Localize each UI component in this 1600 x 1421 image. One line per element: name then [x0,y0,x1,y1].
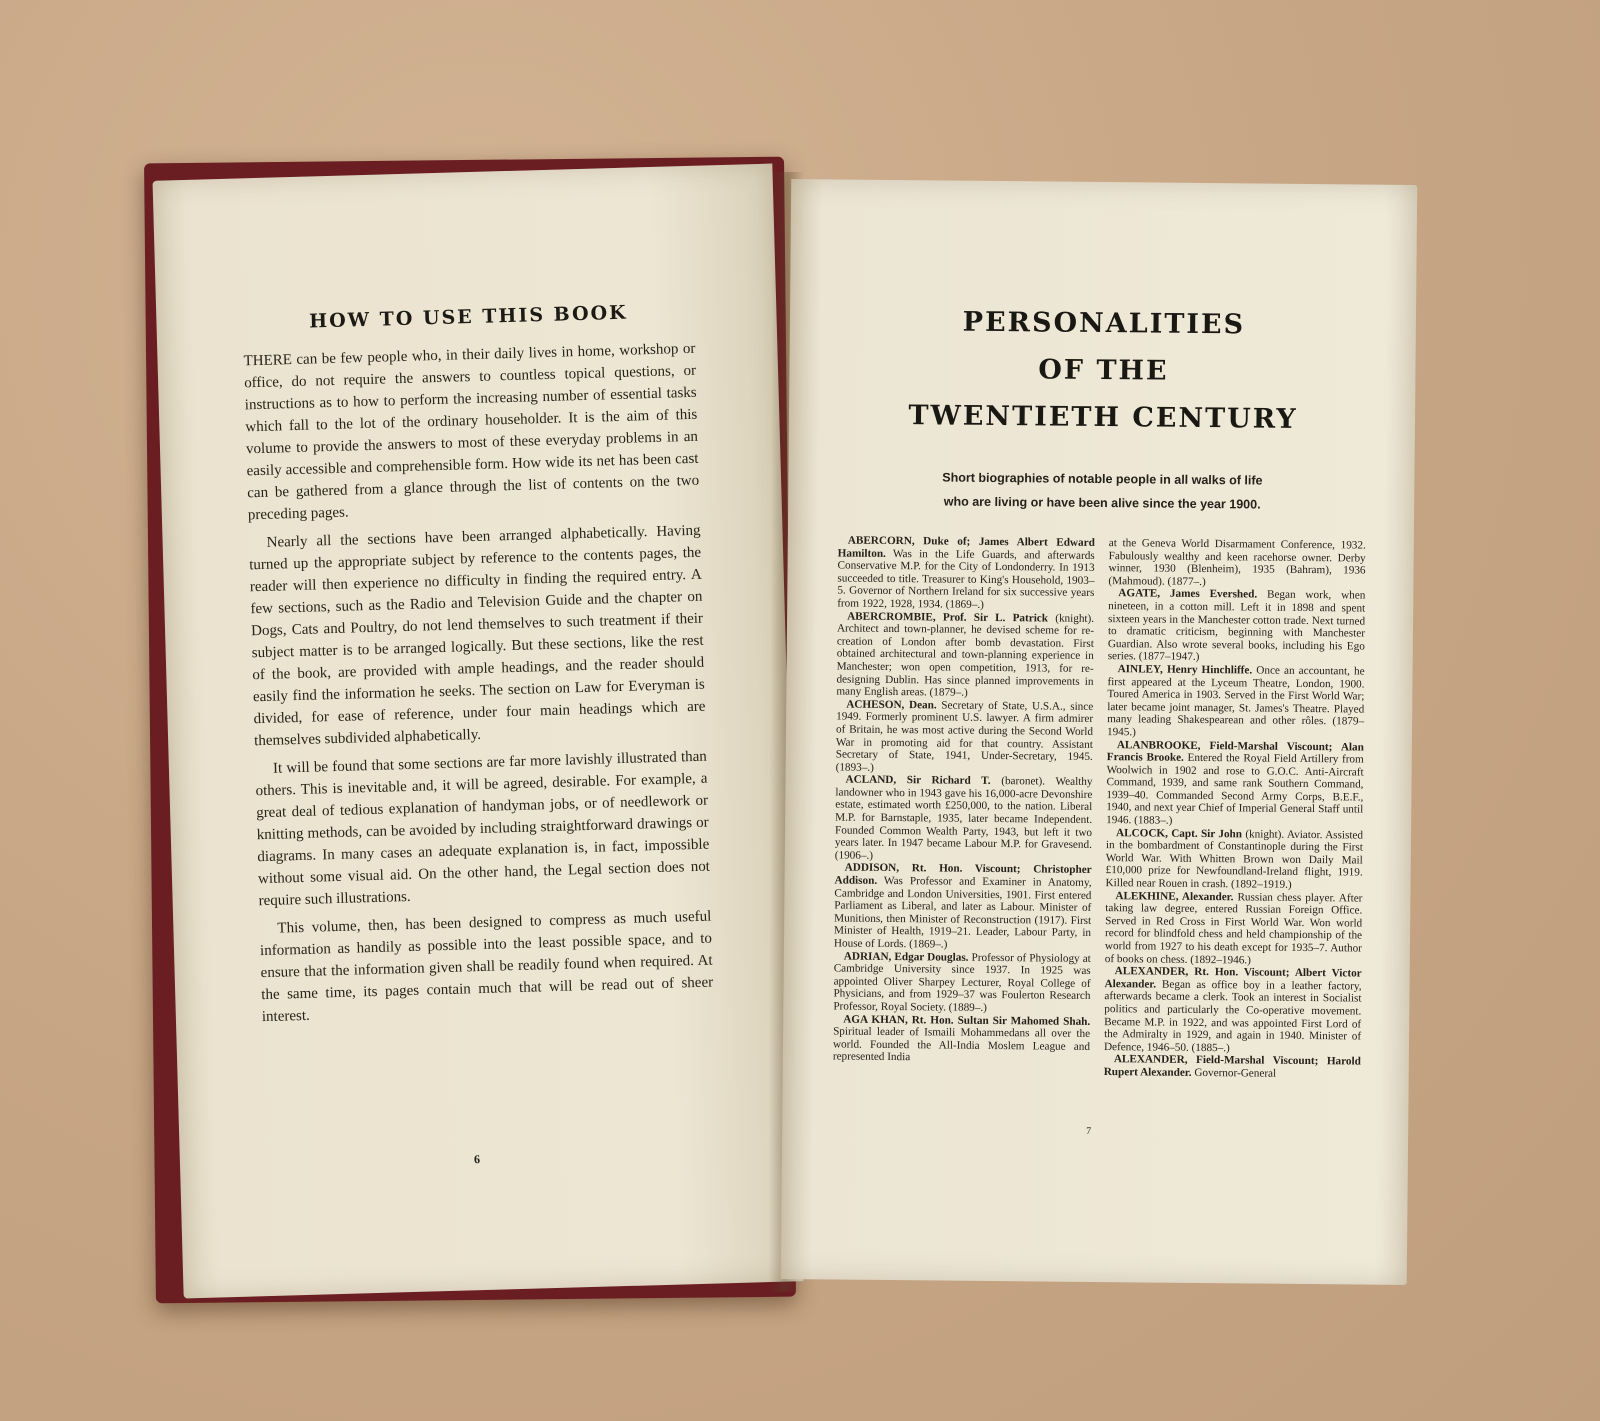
biography-text: at the Geneva World Disarmament Conference, 1932. Fabulously wealthy and keen racehorse owner. Derby winner, 1930 (Blenheim), 1935 (Bahram), 1936 (Mahmoud). (1877–.) [1108,537,1366,588]
biography-text: Governor-General [1191,1066,1277,1080]
biography-text: (baronet). Wealthy landowner who in 1943 gave his 16,000-acre Devonshire estate, estimated worth £250,000, to the nation. Liberal M.P. for Barnstaple, 1935, later became Independent. Founded Common Wealth Party, 1943, but left it two years later. In 1947 became Labour M.P. for Gravesend. (1906–.) [834,775,1093,862]
biography-text: Was in the Life Guards, and afterwards Conservative M.P. for the City of Londonderry. In 1913 succeeded to title. Treasurer to King's Household, 1903–5. Governor of Northern Ireland for six successive years from 1922, 1928, 1934. (1869–.) [837,547,1095,611]
biography-name: ABERCROMBIE, Prof. Sir L. Patrick [847,610,1049,625]
biography-text: Was Professor and Examiner in Anatomy, Cambridge and London Universities, 1901. First entered Parliament as Liberal, and later as Labour. Minister of Munitions, then Minister of Reconstruction (1917). First Minister of Health, 1919–21. Leader, Labour Party, in House of Lords. (1869–.) [833,874,1092,951]
left-paragraph: Nearly all the sections have been arranged alphabetically. Having turned up the appropriate subject by reference to the contents pages, the reader will then experience no difficulty in finding the required entry. A few sections, such as the Radio and Television Guide and the chapter on Dogs, Cats and Poultry, do not lend themselves to such treatment if their subject matter is to be arranged logically. But these sections, like the rest of the book, are provided with ample headings, and the reader should easily find the information he seeks. The section on Law for Everyman is divided, for ease of reference, under four main headings which are themselves subdivided alphabetically. [249,522,706,750]
left-page-number: 6 [473,1152,481,1167]
biography-column-1 [833,534,1095,1078]
biography-entry [834,862,1092,953]
biography-text: (knight). Architect and town-planner, he devised scheme for re-creation of London after bomb devastation. First obtained architectural and town-planning experience in Manchester; won open competition, 1913, for re-designing Dublin. Has since planned improvements in many English areas. (1879–.) [836,612,1095,699]
biography-name: ALEXANDER, Rt. Hon. Viscount; Albert Victor Alexander. [1104,965,1362,991]
subtitle-line: who are living or have been alive since the year 1900. [943,494,1261,512]
left-paragraph: This volume, then, has been designed to compress as much useful information as handily as possible into the least possible space, and to ensure that the information given shall be readily found when required. At the same time, its pages contain much that will be read out of sheer interest. [259,908,714,1026]
biography-entry [1104,1053,1361,1081]
chapter-title-line: TWENTIETH CENTURY [908,400,1298,435]
biography-name: AGATE, James Evershed. [1118,587,1258,601]
left-page [153,164,804,1299]
left-page-heading: HOW TO USE THIS BOOK [308,301,628,333]
biography-entry [833,1013,1090,1066]
biography-column-2 [1104,537,1366,1081]
chapter-subtitle [838,464,1366,517]
biography-name: ACLAND, Sir Richard T. [845,773,991,788]
chapter-title-line: PERSONALITIES [962,306,1246,341]
biography-text: (knight). Aviator. Assisted in the bombardment of Constantinople during the First World War. With Whitten Brown won Daily Mail £10,000 prize for Newfoundland-Ireland flight, 1919. Killed near Rouen in crash. (1892–1919.) [1105,828,1364,891]
biography-name: ALCOCK, Capt. Sir John [1115,826,1243,841]
biography-text: Spiritual leader of Ismaili Mohammedans all over the world. Founded the All-India Moslem League and represented India [832,1025,1091,1064]
biography-name: ALEXANDER, Field-Marshal Viscount; Harold Rupert Alexander. [1103,1053,1361,1079]
biography-entry [1108,537,1365,590]
biography-entry [1105,890,1363,968]
biography-name: ADRIAN, Edgar Douglas. [843,950,969,964]
subtitle-line: Short biographies of notable people in all walks of life [942,470,1263,488]
biography-text: Began as office boy in a leather factory, afterwards became a clerk. Took an interest in Socialist politics and particularly the Co-operative movement. Became M.P. in 1922, and was appointed First Lord of the Admiralty in 1929, and again in 1940. Minister of Defence, 1946–50. (1885–.) [1103,978,1362,1055]
biography-entry [1105,827,1363,892]
biography-text: Secretary of State, U.S.A., since 1949. Formerly prominent U.S. lawyer. A firm admirer of Britain, he was most active during the Second World War in promoting aid for that country. Assistant Secretary of State, 1941, Under-Secretary, 1945. (1893–.) [835,699,1094,774]
right-page [781,179,1418,1285]
biography-text: Russian chess player. After taking law degree, entered Russian Foreign Office. Served in Red Cross in First World War. Won world record for blindfold chess and held championship of the world from 1927 to his death except for 1935–7. Author of books on chess. (1892–1946.) [1104,890,1363,967]
biography-entry [835,774,1093,865]
biography-text: Entered the Royal Field Artillery from Woolwich in 1902 and rose to G.O.C. Anti-Aircraft Command, 1939, and same rank Southern Command, 1939–40. Commanded Second Army Corps, B.E.F., 1940, and next year Chief of Imperial General Staff until 1946. (1883–.) [1106,751,1364,827]
left-paragraph: THERE can be few people who, in their daily lives in home, workshop or office, do not require the answers to countless topical questions, or instructions as to how to perform the increasing number of essential tasks which fall to the lot of the ordinary householder. It is the aim of this volume to provide the answers to most of these everyday problems in an easily accessible and comprehensible form. How wide its net has been cast can be gathered from a glance through the list of contents on the two preceding pages. [243,340,700,524]
biography-text: Once an accountant, he first appeared at the Lyceum Theatre, London, 1900. Toured America in 1903. Served in the First World War; later became joint manager, St. James's Theatre. Played many leading Shakespearean and other rôles. (1879–1945.) [1106,664,1365,739]
right-page-number: 7 [1086,1125,1092,1137]
biography-entry [833,950,1091,1015]
right-page-content [833,297,1368,1081]
biography-name: AGA KHAN, Rt. Hon. Sultan Sir Mahomed Shah. [843,1013,1091,1028]
left-paragraph: It will be found that some sections are far more lavishly illustrated than others. This is inevitable and, it will be agreed, desirable. For example, a great deal of tedious explanation of handyman jobs, or of needlework or knitting methods, can be avoided by including straightforward drawings or diagrams. In many cases an adequate explanation is, in fact, impossible without some visual aid. On the other hand, the Legal section does not require such illustrations. [255,748,711,910]
biography-name: ALEKHINE, Alexander. [1115,889,1234,903]
biography-text: Began work, when nineteen, in a cotton mill. Left it in 1898 and spent sixteen years in the Manchester cotton trade. Next turned to dramatic criticism, beginning with Manchester Guardian. Also wrote several books, including his Ego series. (1877–1947.) [1107,588,1366,664]
biography-entry [1104,965,1362,1056]
biography-name: ALANBROOKE, Field-Marshal Viscount; Alan Francis Brooke. [1106,738,1364,764]
biography-entry [1108,587,1366,665]
biography-columns [833,534,1366,1081]
biography-entry [1107,663,1365,741]
biography-entry [836,610,1094,701]
biography-name: ADDISON, Rt. Hon. Viscount; Christopher Addison. [834,862,1092,887]
biography-entry [837,534,1095,612]
biography-text: Professor of Physiology at Cambridge University since 1937. In 1925 was appointed Oliver Sharpey Lecturer, Royal College of Physicians, and from 1929–37 was Foulerton Research Professor, Royal Society. (1889–.) [833,951,1091,1014]
left-page-content [242,300,714,1034]
chapter-title-line: OF THE [1038,354,1169,387]
biography-entry [836,698,1094,776]
biography-name: ABERCORN, Duke of; James Albert Edward Hamilton. [837,534,1095,560]
biography-name: ACHESON, Dean. [846,698,937,712]
biography-name: AINLEY, Henry Hinchliffe. [1117,663,1253,677]
biography-entry [1106,739,1364,830]
